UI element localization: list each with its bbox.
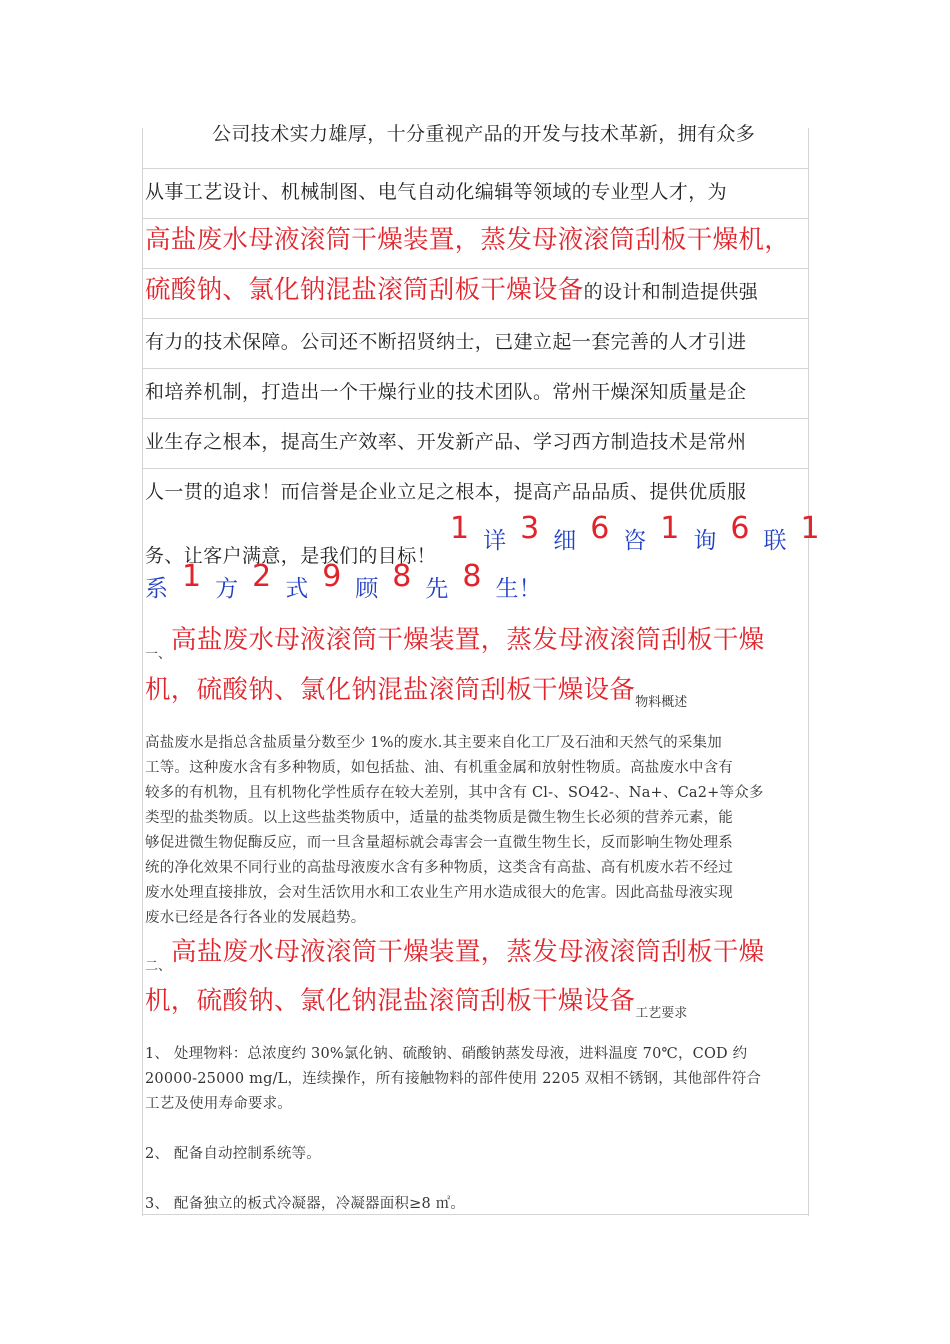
contact-char: 询 <box>693 528 717 554</box>
table-border-left <box>142 128 143 1216</box>
para-line: 有力的技术保障。公司还不断招贤纳士，已建立起一套完善的人才引进 <box>145 331 747 353</box>
table-border-right <box>808 128 809 1216</box>
contact-char: 详 <box>483 528 507 554</box>
row-divider <box>142 168 809 169</box>
contact-digit: 1 <box>182 559 202 594</box>
row-divider <box>142 218 809 219</box>
section-heading <box>145 986 688 1021</box>
row-divider <box>142 268 809 269</box>
contact-char: 先 <box>425 576 449 602</box>
contact-char: 系 <box>145 576 168 602</box>
contact-char: 顾 <box>355 576 379 602</box>
contact-char: 咨 <box>623 528 647 554</box>
body-line: 工等。这种废水含有多种物质，如包括盐、油、有机重金属和放射性物质。高盐废水中含有 <box>145 760 733 776</box>
body-line: 类型的盐类物质。以上这些盐类物质中，适量的盐类物质是微生物生长必须的营养元素，能 <box>145 810 733 826</box>
section-number: 一、 <box>145 647 172 662</box>
contact-digit: 9 <box>322 559 342 594</box>
body-line: 统的净化效果不同行业的高盐母液废水含有多种物质，这类含有高盐、高有机废水若不经过 <box>145 860 733 876</box>
body-line: 废水处理直接排放，会对生活饮用水和工农业生产用水造成很大的危害。因此高盐母液实现 <box>145 885 733 901</box>
section-subtitle: 工艺要求 <box>635 1006 688 1021</box>
section-title: 高盐废水母液滚筒干燥装置，蒸发母液滚筒刮板干燥 <box>171 625 765 655</box>
contact-digit: 1 <box>800 511 820 546</box>
section-title: 机，硫酸钠、氯化钠混盐滚筒刮板干燥设备 <box>145 986 636 1016</box>
section-heading <box>145 937 765 974</box>
para-line: 和培养机制，打造出一个干燥行业的技术团队。常州干燥深知质量是企 <box>145 381 747 403</box>
contact-digit: 1 <box>450 511 470 546</box>
requirement-item: 2、 配备自动控制系统等。 <box>145 1146 321 1162</box>
contact-char: 细 <box>553 528 577 554</box>
para-line: 人一贯的追求！而信誉是企业立足之根本，提高产品品质、提供优质服 <box>145 481 747 503</box>
section-heading <box>145 675 688 710</box>
body-line: 较多的有机物，且有机物化学性质存在较大差别，其中含有 Cl-、SO42-、Na+、Ca2+等众多 <box>145 785 764 801</box>
para-line <box>145 275 759 305</box>
contact-digit: 1 <box>660 511 680 546</box>
contact-line <box>145 559 542 602</box>
contact-digit: 8 <box>392 559 412 594</box>
section-number: 二、 <box>145 959 172 974</box>
para-line: 业生存之根本，提高生产效率、开发新产品、学习西方制造技术是常州 <box>145 431 747 453</box>
contact-digit: 6 <box>730 511 750 546</box>
section-heading <box>145 625 765 662</box>
para-text: 务、让客户满意，是我们的目标！ <box>145 545 437 567</box>
requirement-item: 3、 配备独立的板式冷凝器，冷凝器面积≥8 ㎡。 <box>145 1196 466 1212</box>
requirement-item: 1、 处理物料：总浓度约 30%氯化钠、硫酸钠、硝酸钠蒸发母液，进料温度 70℃，COD 约 <box>145 1046 748 1062</box>
row-divider <box>142 1214 809 1215</box>
contact-char: 方 <box>215 576 239 602</box>
section-title: 机，硫酸钠、氯化钠混盐滚筒刮板干燥设备 <box>145 675 636 705</box>
contact-digit: 3 <box>520 511 540 546</box>
row-divider <box>142 368 809 369</box>
contact-digit: 2 <box>252 559 272 594</box>
para-line: 公司技术实力雄厚，十分重视产品的开发与技术革新，拥有众多 <box>212 123 756 145</box>
body-line: 废水已经是各行各业的发展趋势。 <box>145 910 366 926</box>
section-title: 高盐废水母液滚筒干燥装置，蒸发母液滚筒刮板干燥 <box>171 937 765 967</box>
contact-char: 式 <box>285 576 309 602</box>
para-text: 的设计和制造提供强 <box>583 281 759 303</box>
section-subtitle: 物料概述 <box>635 695 688 710</box>
highlight-keywords: 硫酸钠、氯化钠混盐滚筒刮板干燥设备 <box>145 275 584 305</box>
contact-char: 生！ <box>495 576 542 602</box>
contact-line <box>145 511 820 567</box>
contact-char: 联 <box>763 528 787 554</box>
row-divider <box>142 468 809 469</box>
highlight-keywords: 高盐废水母液滚筒干燥装置，蒸发母液滚筒刮板干燥机， <box>145 225 791 255</box>
contact-digit: 6 <box>590 511 610 546</box>
row-divider <box>142 418 809 419</box>
row-divider <box>142 318 809 319</box>
requirement-item: 工艺及使用寿命要求。 <box>145 1096 292 1112</box>
body-line: 够促进微生物促酶反应，而一旦含量超标就会毒害会一直微生物生长，反而影响生物处理系 <box>145 835 733 851</box>
contact-digit: 8 <box>462 559 482 594</box>
para-line: 从事工艺设计、机械制图、电气自动化编辑等领域的专业型人才，为 <box>145 181 728 203</box>
body-line: 高盐废水是指总含盐质量分数至少 1%的废水.其主要来自化工厂及石油和天然气的采集加 <box>145 735 722 751</box>
requirement-item: 20000-25000 mg/L，连续操作，所有接触物料的部件使用 2205 双相不锈钢，其他部件符合 <box>145 1071 762 1087</box>
